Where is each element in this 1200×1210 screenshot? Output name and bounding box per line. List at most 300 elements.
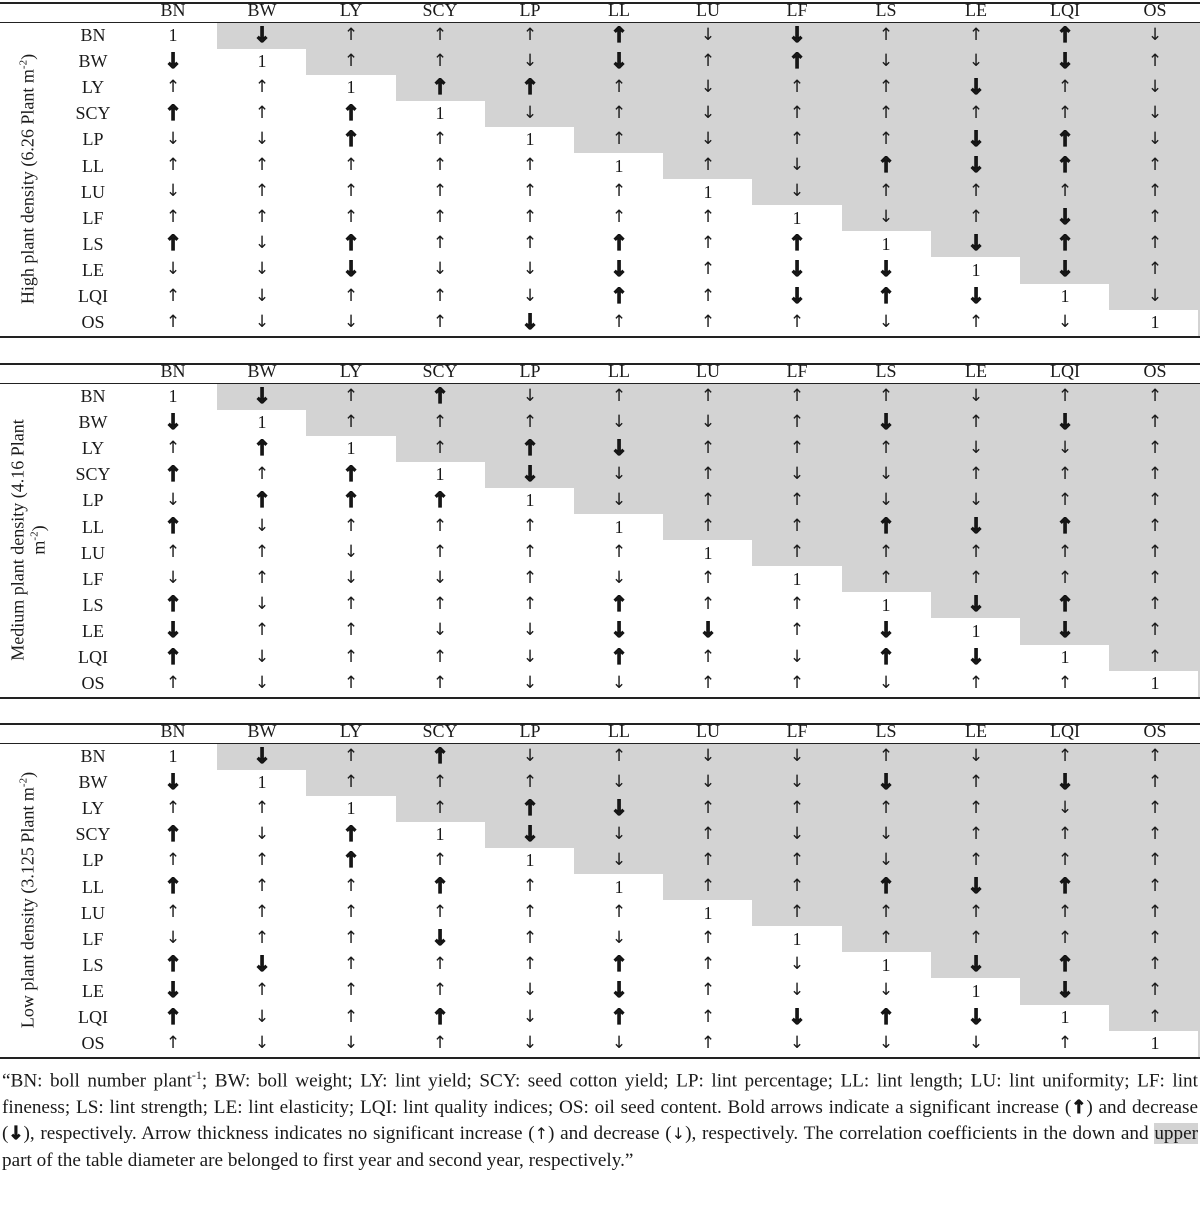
matrix-cell — [757, 179, 837, 205]
row-header: BN — [80, 746, 106, 766]
arrow-up-icon: ↑ — [1057, 823, 1073, 844]
column-header: SCY — [422, 0, 458, 20]
arrow-down-icon: ↓ — [253, 22, 271, 47]
matrix-cell — [936, 795, 1016, 821]
arrow-up-icon: ↑ — [522, 568, 538, 589]
matrix-cell — [936, 22, 1016, 48]
matrix-cell — [222, 821, 302, 847]
column-header: LY — [339, 361, 363, 381]
row-header: LU — [81, 181, 105, 202]
matrix-cell — [133, 795, 213, 821]
arrow-up-icon: ↑ — [522, 155, 538, 175]
arrow-up-icon: ↑ — [432, 542, 448, 563]
arrow-up-icon: ↑ — [700, 823, 716, 844]
column-header: OS — [1143, 0, 1167, 20]
arrow-up-icon: ↑ — [877, 514, 895, 538]
ns-increase-arrow-icon: ↑ — [534, 1124, 549, 1144]
matrix-cell — [579, 795, 659, 821]
matrix-cell — [133, 618, 213, 644]
matrix-cell — [1025, 874, 1105, 900]
arrow-down-icon: ↓ — [877, 409, 895, 434]
arrow-down-icon: ↓ — [522, 620, 538, 641]
arrow-up-icon: ↑ — [968, 181, 984, 202]
matrix-cell — [133, 283, 213, 309]
matrix-cell — [222, 514, 302, 540]
arrow-up-icon: ↑ — [342, 231, 360, 256]
arrow-up-icon: ↑ — [700, 233, 716, 254]
arrow-down-icon: ↓ — [1147, 24, 1163, 45]
matrix-cell — [490, 22, 570, 48]
arrow-down-icon: ↓ — [522, 50, 538, 71]
matrix-cell — [668, 435, 748, 461]
arrow-up-icon: ↑ — [343, 516, 359, 536]
arrow-up-icon: ↑ — [610, 644, 628, 669]
arrow-up-icon: ↑ — [165, 672, 181, 693]
arrow-down-icon: ↓ — [343, 542, 359, 563]
arrow-up-icon: ↑ — [343, 24, 359, 45]
diagonal-value: 1 — [881, 233, 891, 254]
arrow-up-icon: ↑ — [342, 487, 360, 512]
column-header: LE — [965, 361, 987, 381]
matrix-cell — [757, 48, 837, 74]
matrix-cell — [846, 409, 926, 435]
matrix-cell — [668, 1030, 748, 1056]
highlighted-word: upper — [1154, 1123, 1198, 1145]
matrix-cell — [846, 283, 926, 309]
arrow-up-icon: ↑ — [432, 902, 448, 923]
matrix-cell — [668, 644, 748, 670]
matrix-cell — [400, 487, 480, 513]
matrix-cell — [579, 179, 659, 205]
row-header: LQI — [78, 647, 108, 667]
matrix-cell — [490, 1030, 570, 1056]
column-header: LU — [696, 361, 720, 381]
arrow-up-icon: ↑ — [789, 516, 805, 536]
arrow-up-icon: ↑ — [789, 594, 805, 615]
matrix-cell — [757, 126, 837, 152]
matrix-cell — [579, 48, 659, 74]
arrow-up-icon: ↑ — [253, 435, 271, 460]
arrow-down-icon: ↓ — [1147, 102, 1163, 123]
arrow-up-icon: ↑ — [1147, 233, 1163, 254]
matrix-cell — [846, 461, 926, 487]
arrow-up-icon: ↑ — [700, 259, 716, 280]
arrow-down-icon: ↓ — [164, 769, 182, 794]
matrix-cell — [668, 283, 748, 309]
arrow-up-icon: ↑ — [1147, 259, 1163, 280]
column-header: LY — [339, 721, 363, 741]
arrow-up-icon: ↑ — [1057, 928, 1073, 949]
arrow-down-icon: ↓ — [968, 385, 984, 406]
column-header: LU — [696, 721, 720, 741]
matrix-cell — [1115, 74, 1195, 100]
arrow-up-icon: ↑ — [254, 181, 270, 202]
matrix-cell — [1115, 126, 1195, 152]
matrix-cell — [936, 74, 1016, 100]
arrow-up-icon: ↑ — [1147, 1006, 1163, 1027]
panel-label — [7, 419, 48, 660]
panel-label — [18, 54, 39, 304]
matrix-cell — [846, 874, 926, 900]
matrix-cell — [1115, 100, 1195, 126]
matrix-cell — [311, 179, 391, 205]
matrix-cell — [400, 644, 480, 670]
arrow-down-icon: ↓ — [611, 568, 627, 589]
arrow-up-icon: ↑ — [522, 928, 538, 949]
arrow-up-icon: ↑ — [343, 745, 359, 766]
arrow-up-icon: ↑ — [254, 463, 270, 484]
column-header: LE — [965, 0, 987, 20]
matrix-cell — [1025, 670, 1105, 696]
matrix-cell — [311, 100, 391, 126]
matrix-cell — [936, 1004, 1016, 1030]
matrix-cell — [846, 153, 926, 179]
diagonal-value: 1 — [1150, 312, 1160, 333]
arrow-up-icon: ↑ — [878, 76, 894, 97]
diagonal-value: 1 — [792, 568, 802, 589]
arrow-up-icon: ↑ — [1056, 874, 1074, 898]
matrix-cell — [846, 487, 926, 513]
arrow-up-icon: ↑ — [1147, 902, 1163, 923]
matrix-cell — [757, 514, 837, 540]
matrix-cell — [846, 1030, 926, 1056]
matrix-cell — [1025, 257, 1105, 283]
arrow-up-icon: ↑ — [343, 954, 359, 975]
matrix-cell — [1025, 952, 1105, 978]
arrow-up-icon: ↑ — [1147, 620, 1163, 641]
matrix-cell — [579, 670, 659, 696]
arrow-up-icon: ↑ — [432, 594, 448, 615]
matrix-cell — [579, 205, 659, 231]
arrow-down-icon: ↓ — [254, 646, 270, 667]
arrow-down-icon: ↓ — [521, 461, 539, 486]
row-header: LP — [82, 490, 104, 511]
arrow-up-icon: ↑ — [968, 902, 984, 923]
arrow-up-icon: ↑ — [1056, 592, 1074, 617]
arrow-up-icon: ↑ — [789, 128, 805, 149]
diagonal-value: 1 — [168, 386, 178, 406]
matrix-cell — [400, 670, 480, 696]
arrow-up-icon: ↑ — [521, 74, 539, 99]
arrow-up-icon: ↑ — [1057, 568, 1073, 589]
row-header: LF — [82, 928, 104, 949]
arrow-up-icon: ↑ — [432, 516, 448, 536]
matrix-cell — [490, 74, 570, 100]
matrix-cell — [846, 670, 926, 696]
matrix-cell — [400, 795, 480, 821]
matrix-cell — [490, 900, 570, 926]
column-header: LS — [875, 0, 897, 20]
arrow-down-icon: ↓ — [700, 745, 716, 766]
arrow-up-icon: ↑ — [968, 568, 984, 589]
diagonal-value: 1 — [168, 746, 178, 766]
matrix-cell — [400, 205, 480, 231]
matrix-cell — [1025, 1030, 1105, 1056]
arrow-down-icon: ↓ — [342, 257, 360, 282]
matrix-cell — [133, 769, 213, 795]
arrow-down-icon: ↓ — [254, 1032, 270, 1053]
matrix-cell — [311, 821, 391, 847]
arrow-down-icon: ↓ — [521, 309, 539, 334]
arrow-up-icon: ↑ — [877, 1004, 895, 1029]
arrow-up-icon: ↑ — [343, 672, 359, 693]
matrix-cell — [1115, 900, 1195, 926]
matrix-cell — [311, 900, 391, 926]
arrow-down-icon: ↓ — [789, 823, 805, 844]
arrow-up-icon: ↑ — [968, 102, 984, 123]
matrix-cell — [311, 283, 391, 309]
matrix-cell — [490, 435, 570, 461]
row-header: LL — [82, 155, 104, 176]
arrow-up-icon: ↑ — [522, 954, 538, 975]
arrow-up-icon: ↑ — [700, 954, 716, 975]
arrow-up-icon: ↑ — [700, 797, 716, 818]
arrow-down-icon: ↓ — [1057, 437, 1073, 458]
matrix-cell — [757, 644, 837, 670]
matrix-cell — [1025, 48, 1105, 74]
matrix-cell — [222, 795, 302, 821]
arrow-up-icon: ↑ — [878, 745, 894, 766]
arrow-down-icon: ↓ — [789, 646, 805, 667]
matrix-cell — [311, 847, 391, 873]
matrix-cell — [222, 566, 302, 592]
matrix-cell — [757, 795, 837, 821]
arrow-up-icon: ↑ — [522, 516, 538, 536]
arrow-up-icon: ↑ — [1147, 823, 1163, 844]
matrix-cell — [1025, 383, 1105, 409]
matrix-cell — [400, 22, 480, 48]
matrix-cell — [579, 592, 659, 618]
arrow-down-icon: ↓ — [968, 745, 984, 766]
matrix-cell — [490, 952, 570, 978]
arrow-down-icon: ↓ — [967, 1004, 985, 1029]
arrow-up-icon: ↑ — [877, 874, 895, 898]
arrow-down-icon: ↓ — [432, 620, 448, 641]
matrix-cell — [490, 874, 570, 900]
matrix-cell — [400, 900, 480, 926]
matrix-cell — [846, 22, 926, 48]
arrow-down-icon: ↓ — [254, 259, 270, 280]
matrix-cell — [1115, 409, 1195, 435]
arrow-up-icon: ↑ — [700, 50, 716, 71]
matrix-cell — [133, 847, 213, 873]
matrix-cell — [668, 100, 748, 126]
arrow-up-icon: ↑ — [164, 231, 182, 256]
matrix-cell — [400, 153, 480, 179]
matrix-cell — [1115, 257, 1195, 283]
arrow-down-icon: ↓ — [967, 126, 985, 151]
arrow-up-icon: ↑ — [878, 902, 894, 923]
arrow-up-icon: ↑ — [610, 231, 628, 256]
arrow-up-icon: ↑ — [789, 672, 805, 693]
arrow-up-icon: ↑ — [432, 437, 448, 458]
matrix-cell — [490, 514, 570, 540]
matrix-cell — [936, 743, 1016, 769]
matrix-cell — [1115, 461, 1195, 487]
arrow-up-icon: ↑ — [610, 952, 628, 977]
matrix-cell — [490, 283, 570, 309]
arrow-up-icon: ↑ — [342, 821, 360, 846]
arrow-down-icon: ↓ — [1147, 285, 1163, 306]
arrow-up-icon: ↑ — [878, 385, 894, 406]
diagonal-value: 1 — [1060, 286, 1070, 306]
matrix-cell — [668, 795, 748, 821]
column-header: BN — [160, 721, 186, 741]
diagonal-value: 1 — [168, 25, 178, 45]
diagonal-value: 1 — [614, 516, 624, 537]
arrow-up-icon: ↑ — [1147, 594, 1163, 615]
arrow-down-icon: ↓ — [522, 259, 538, 280]
column-header: LP — [519, 361, 541, 381]
matrix-cell — [490, 409, 570, 435]
row-header: LE — [82, 980, 104, 1001]
arrow-down-icon: ↓ — [789, 771, 805, 792]
arrow-down-icon: ↓ — [1056, 618, 1074, 643]
arrow-down-icon: ↓ — [432, 259, 448, 280]
matrix-cell — [1025, 100, 1105, 126]
arrow-up-icon: ↑ — [968, 823, 984, 844]
arrow-up-icon: ↑ — [164, 461, 182, 486]
matrix-cell — [311, 978, 391, 1004]
arrow-down-icon: ↓ — [254, 311, 270, 332]
matrix-cell — [936, 592, 1016, 618]
matrix-cell — [668, 231, 748, 257]
arrow-up-icon: ↑ — [1147, 411, 1163, 432]
diagonal-value: 1 — [257, 51, 267, 72]
arrow-up-icon: ↑ — [164, 874, 182, 898]
arrow-down-icon: ↓ — [611, 771, 627, 792]
matrix-cell — [579, 309, 659, 335]
arrow-up-icon: ↑ — [165, 849, 181, 870]
matrix-cell — [311, 231, 391, 257]
footnote-text: ) and decrease ( — [2, 1096, 1198, 1145]
matrix-cell — [311, 409, 391, 435]
matrix-cell — [1025, 409, 1105, 435]
matrix-cell — [133, 1030, 213, 1056]
matrix-cell — [311, 566, 391, 592]
row-header: LU — [81, 542, 105, 563]
arrow-up-icon: ↑ — [968, 849, 984, 870]
arrow-up-icon: ↑ — [522, 207, 538, 228]
matrix-cell — [400, 769, 480, 795]
matrix-cell — [846, 257, 926, 283]
footnote-definitions: ; BW: boll weight; LY: lint yield; SCY: seed cotton yield; LP: lint percentage; LL: lint length; LU: lint uniformity; LF: lint fineness; LS: lint strength; LE: lint elasticity; LQI: lint quality indices; OS: oil seed content. Bold arrows indicate a significant increase ( — [2, 1070, 1198, 1118]
matrix-cell — [579, 383, 659, 409]
arrow-up-icon: ↑ — [432, 646, 448, 667]
arrow-up-icon: ↑ — [700, 311, 716, 332]
matrix-cell — [846, 435, 926, 461]
diagonal-value: 1 — [435, 103, 445, 124]
arrow-up-icon: ↑ — [700, 876, 716, 896]
panel-label-part: -2 — [17, 778, 30, 788]
arrow-down-icon: ↓ — [968, 50, 984, 71]
matrix-cell — [668, 618, 748, 644]
panel-bottom-rule — [0, 1057, 1200, 1059]
matrix-cell — [757, 153, 837, 179]
arrow-up-icon: ↑ — [522, 233, 538, 254]
matrix-cell — [222, 926, 302, 952]
diagonal-value: 1 — [435, 464, 445, 485]
row-header: LS — [82, 594, 104, 615]
matrix-cell — [757, 383, 837, 409]
arrow-up-icon: ↑ — [611, 76, 627, 97]
arrow-up-icon: ↑ — [165, 207, 181, 228]
arrow-up-icon: ↑ — [343, 646, 359, 667]
matrix-cell — [579, 22, 659, 48]
matrix-cell — [579, 409, 659, 435]
arrow-up-icon: ↑ — [343, 1006, 359, 1027]
matrix-cell — [757, 100, 837, 126]
matrix-cell — [133, 487, 213, 513]
matrix-cell — [1025, 179, 1105, 205]
diagonal-value: 1 — [525, 850, 535, 871]
matrix-cell — [1115, 48, 1195, 74]
arrow-up-icon: ↑ — [1057, 463, 1073, 484]
diagonal-value: 1 — [614, 155, 624, 176]
arrow-up-icon: ↑ — [968, 542, 984, 563]
arrow-down-icon: ↓ — [967, 74, 985, 99]
matrix-cell — [222, 283, 302, 309]
arrow-up-icon: ↑ — [968, 672, 984, 693]
matrix-cell — [846, 644, 926, 670]
matrix-cell — [936, 514, 1016, 540]
arrow-down-icon: ↓ — [788, 257, 806, 282]
matrix-cell — [668, 126, 748, 152]
matrix-cell — [400, 618, 480, 644]
arrow-down-icon: ↓ — [1056, 409, 1074, 434]
matrix-cell — [579, 900, 659, 926]
matrix-cell — [846, 1004, 926, 1030]
matrix-cell — [1115, 153, 1195, 179]
arrow-up-icon: ↑ — [700, 463, 716, 484]
matrix-cell — [133, 821, 213, 847]
matrix-cell — [1025, 566, 1105, 592]
arrow-up-icon: ↑ — [789, 542, 805, 563]
arrow-down-icon: ↓ — [611, 928, 627, 949]
arrow-down-icon: ↓ — [968, 1032, 984, 1053]
arrow-up-icon: ↑ — [700, 155, 716, 175]
matrix-cell — [400, 514, 480, 540]
arrow-up-icon: ↑ — [1057, 672, 1073, 693]
matrix-cell — [133, 514, 213, 540]
arrow-up-icon: ↑ — [789, 311, 805, 332]
matrix-cell — [400, 592, 480, 618]
diagonal-value: 1 — [1150, 1033, 1160, 1054]
arrow-down-icon: ↓ — [610, 257, 628, 282]
footnote-text: “BN: boll number plant — [2, 1070, 192, 1092]
arrow-up-icon: ↑ — [877, 153, 895, 177]
matrix-cell — [1115, 231, 1195, 257]
arrow-down-icon: ↓ — [967, 283, 985, 308]
arrow-up-icon: ↑ — [878, 797, 894, 818]
matrix-cell — [133, 952, 213, 978]
arrow-up-icon: ↑ — [254, 102, 270, 123]
matrix-cell — [579, 100, 659, 126]
arrow-up-icon: ↑ — [878, 568, 894, 589]
matrix-cell — [936, 487, 1016, 513]
matrix-cell — [579, 487, 659, 513]
column-header: SCY — [422, 721, 458, 741]
arrow-up-icon: ↑ — [432, 50, 448, 71]
arrow-up-icon: ↑ — [968, 771, 984, 792]
arrow-down-icon: ↓ — [432, 568, 448, 589]
arrow-up-icon: ↑ — [789, 489, 805, 510]
arrow-down-icon: ↓ — [254, 672, 270, 693]
matrix-cell — [311, 618, 391, 644]
arrow-up-icon: ↑ — [611, 542, 627, 563]
arrow-up-icon: ↑ — [254, 568, 270, 589]
arrow-down-icon: ↓ — [165, 928, 181, 949]
